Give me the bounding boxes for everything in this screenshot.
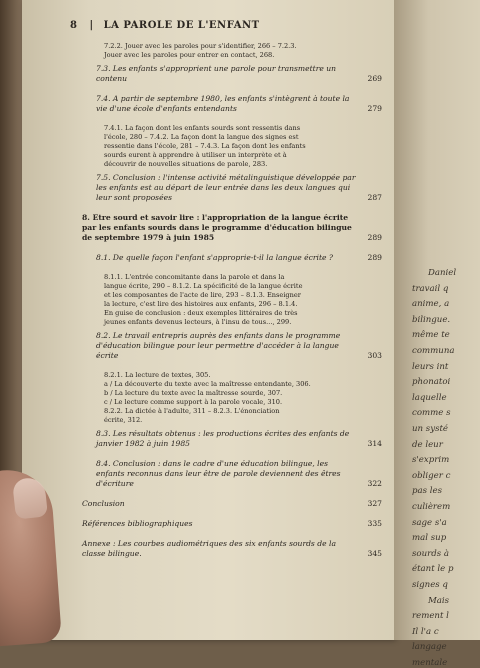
- toc-detail-line: 7.4.1. La façon dont les enfants sourds sont ressentis dans: [104, 124, 301, 132]
- toc-detail: [96, 273, 382, 327]
- header-separator: |: [89, 20, 94, 31]
- toc-entry: [96, 429, 382, 449]
- right-page-line: anime, a: [412, 299, 450, 310]
- toc-entry: [82, 539, 382, 559]
- toc-entry: [82, 519, 382, 529]
- right-page-line: bilingue.: [412, 314, 451, 325]
- toc-detail: [96, 124, 382, 169]
- toc-detail: [96, 42, 382, 60]
- toc-detail-line: 8.2.1. La lecture de textes, 305.: [104, 371, 211, 379]
- page-header: [70, 20, 260, 31]
- toc-detail-line: Jouer avec les paroles pour entrer en contact, 268.: [104, 51, 275, 59]
- right-page-line: culièrem: [412, 502, 451, 512]
- toc-detail-line: ressentie dans l'école, 281 – 7.4.3. La façon dont les enfants: [104, 142, 306, 150]
- toc-detail-line: l'école, 280 – 7.4.2. La façon dont la langue des signes est: [104, 133, 299, 141]
- toc-detail: [96, 371, 382, 425]
- toc-entry-title: 8.2. Le travail entrepris auprès des enfants dans le programme d'éducation bilingue pour leur permettre d'accéder à la langue écrite: [96, 331, 341, 360]
- toc-entry-title: 7.3. Les enfants s'approprient une parole pour transmettre un contenu: [96, 64, 337, 83]
- toc-page-number: 289: [367, 253, 382, 262]
- toc-entry-title: 7.4. A partir de septembre 1980, les enfants s'intègrent à toute la vie d'une école d'enfants entendants: [96, 94, 350, 113]
- toc-entry-title: 8. Etre sourd et savoir lire : l'appropriation de la langue écrite par les enfants sourds dans le programme d'éducation bilingue de septembre 1979 à juin 1985: [82, 213, 352, 242]
- toc-entry: [96, 173, 382, 203]
- toc-entry: [96, 459, 382, 489]
- toc-page-number: 289: [367, 233, 382, 242]
- toc-entry-title: 8.3. Les résultats obtenus : les productions écrites des enfants de janvier 1982 à juin 1985: [96, 429, 350, 448]
- left-page: [22, 0, 394, 640]
- toc-page-number: 287: [367, 193, 382, 202]
- toc-page-number: 279: [367, 104, 382, 113]
- toc-detail-line: sourds eurent à apprendre à utiliser un interprète et à: [104, 151, 287, 159]
- toc-entry-title: 8.4. Conclusion : dans le cadre d'une éducation bilingue, les enfants reconnus dans leur être de parole deviennent des êtres d'écriture: [96, 459, 341, 488]
- toc-detail-line: a / La découverte du texte avec la maîtresse entendante, 306.: [104, 380, 311, 388]
- right-page-line: mentale: [412, 658, 448, 668]
- right-page-line: Mais: [428, 595, 450, 606]
- toc-page-number: 269: [367, 74, 382, 83]
- toc-entry-title: 8.1. De quelle façon l'enfant s'approprie-t-il la langue écrite ?: [96, 253, 333, 262]
- right-page: [394, 0, 480, 668]
- page-number: 8: [70, 20, 78, 31]
- right-page-line: même te: [412, 330, 450, 341]
- toc-detail-line: écrite, 312.: [104, 416, 143, 424]
- right-page-line: obliger c: [412, 470, 451, 481]
- toc-detail-line: la lecture, c'est lire des histoires aux enfants, 296 – 8.1.4.: [104, 300, 298, 308]
- right-page-line: étant le p: [412, 564, 454, 575]
- toc-entry: [96, 64, 382, 84]
- toc-entry: [82, 499, 382, 509]
- running-title: LA PAROLE DE L'ENFANT: [103, 20, 260, 31]
- toc-page-number: 345: [367, 549, 382, 558]
- toc-detail-line: jeunes enfants devenus lecteurs, à l'insu de tous..., 299.: [104, 318, 292, 326]
- toc-detail-line: 7.2.2. Jouer avec les paroles pour s'identifier, 266 – 7.2.3.: [104, 42, 297, 50]
- right-page-line: Daniel: [428, 268, 457, 278]
- right-page-line: laquelle: [412, 392, 447, 403]
- right-page-line: rement l: [412, 611, 449, 622]
- right-page-line: signes q: [412, 580, 448, 590]
- toc-detail-line: En guise de conclusion : deux exemples littéraires de très: [104, 309, 298, 317]
- toc-detail-line: c / Le lecture comme support à la parole vocale, 310.: [104, 398, 283, 406]
- right-page-line: s'exprim: [412, 455, 450, 466]
- toc-detail-line: b / La lecture du texte avec la maîtresse sourde, 307.: [104, 389, 283, 397]
- toc-detail-line: 8.2.2. La dictée à l'adulte, 311 – 8.2.3. L'énonciation: [104, 407, 280, 415]
- toc-entry-title: 7.5. Conclusion : l'intense activité métalinguistique développée par les enfants est au départ de leur entrée dans les deux langues qui leur sont proposées: [96, 173, 356, 202]
- toc-entry-title: Conclusion: [82, 499, 125, 508]
- right-page-line: sage s'a: [412, 517, 447, 528]
- table-of-contents: [82, 40, 382, 569]
- right-page-line: sourds à: [412, 548, 449, 559]
- toc-entry: [96, 331, 382, 361]
- toc-detail-line: et les composantes de l'acte de lire, 293 – 8.1.3. Enseigner: [104, 291, 301, 299]
- right-page-line: un systé: [412, 424, 449, 434]
- right-page-line: comme s: [412, 408, 451, 419]
- right-page-line: communa: [412, 346, 455, 356]
- toc-entry-title: Références bibliographiques: [82, 519, 193, 528]
- toc-page-number: 322: [367, 479, 382, 488]
- right-page-line: phonatoi: [412, 377, 451, 388]
- right-page-line: de leur: [412, 439, 443, 450]
- toc-entry: [96, 94, 382, 114]
- toc-entry-title: Annexe : Les courbes audiométriques des six enfants sourds de la classe bilingue.: [82, 539, 336, 558]
- toc-entry: [82, 213, 382, 243]
- right-page-line: mal sup: [412, 533, 447, 544]
- right-page-line: pas les: [412, 486, 443, 497]
- toc-page-number: 335: [367, 519, 382, 528]
- toc-detail-line: découvrir de nouvelles situations de parole, 283.: [104, 160, 268, 168]
- right-page-line: leurs int: [412, 361, 449, 372]
- right-page-line: Il l'a c: [412, 626, 439, 637]
- toc-page-number: 327: [367, 499, 382, 508]
- toc-detail-line: langue écrite, 290 – 8.1.2. La spécificité de la langue écrite: [104, 282, 303, 290]
- toc-page-number: 303: [367, 351, 382, 360]
- toc-detail-line: 8.1.1. L'entrée concomitante dans la parole et dans la: [104, 273, 285, 281]
- toc-entry: [96, 253, 382, 263]
- right-page-line: langage: [412, 642, 447, 653]
- toc-page-number: 314: [367, 439, 382, 448]
- right-page-line: travail q: [412, 283, 449, 294]
